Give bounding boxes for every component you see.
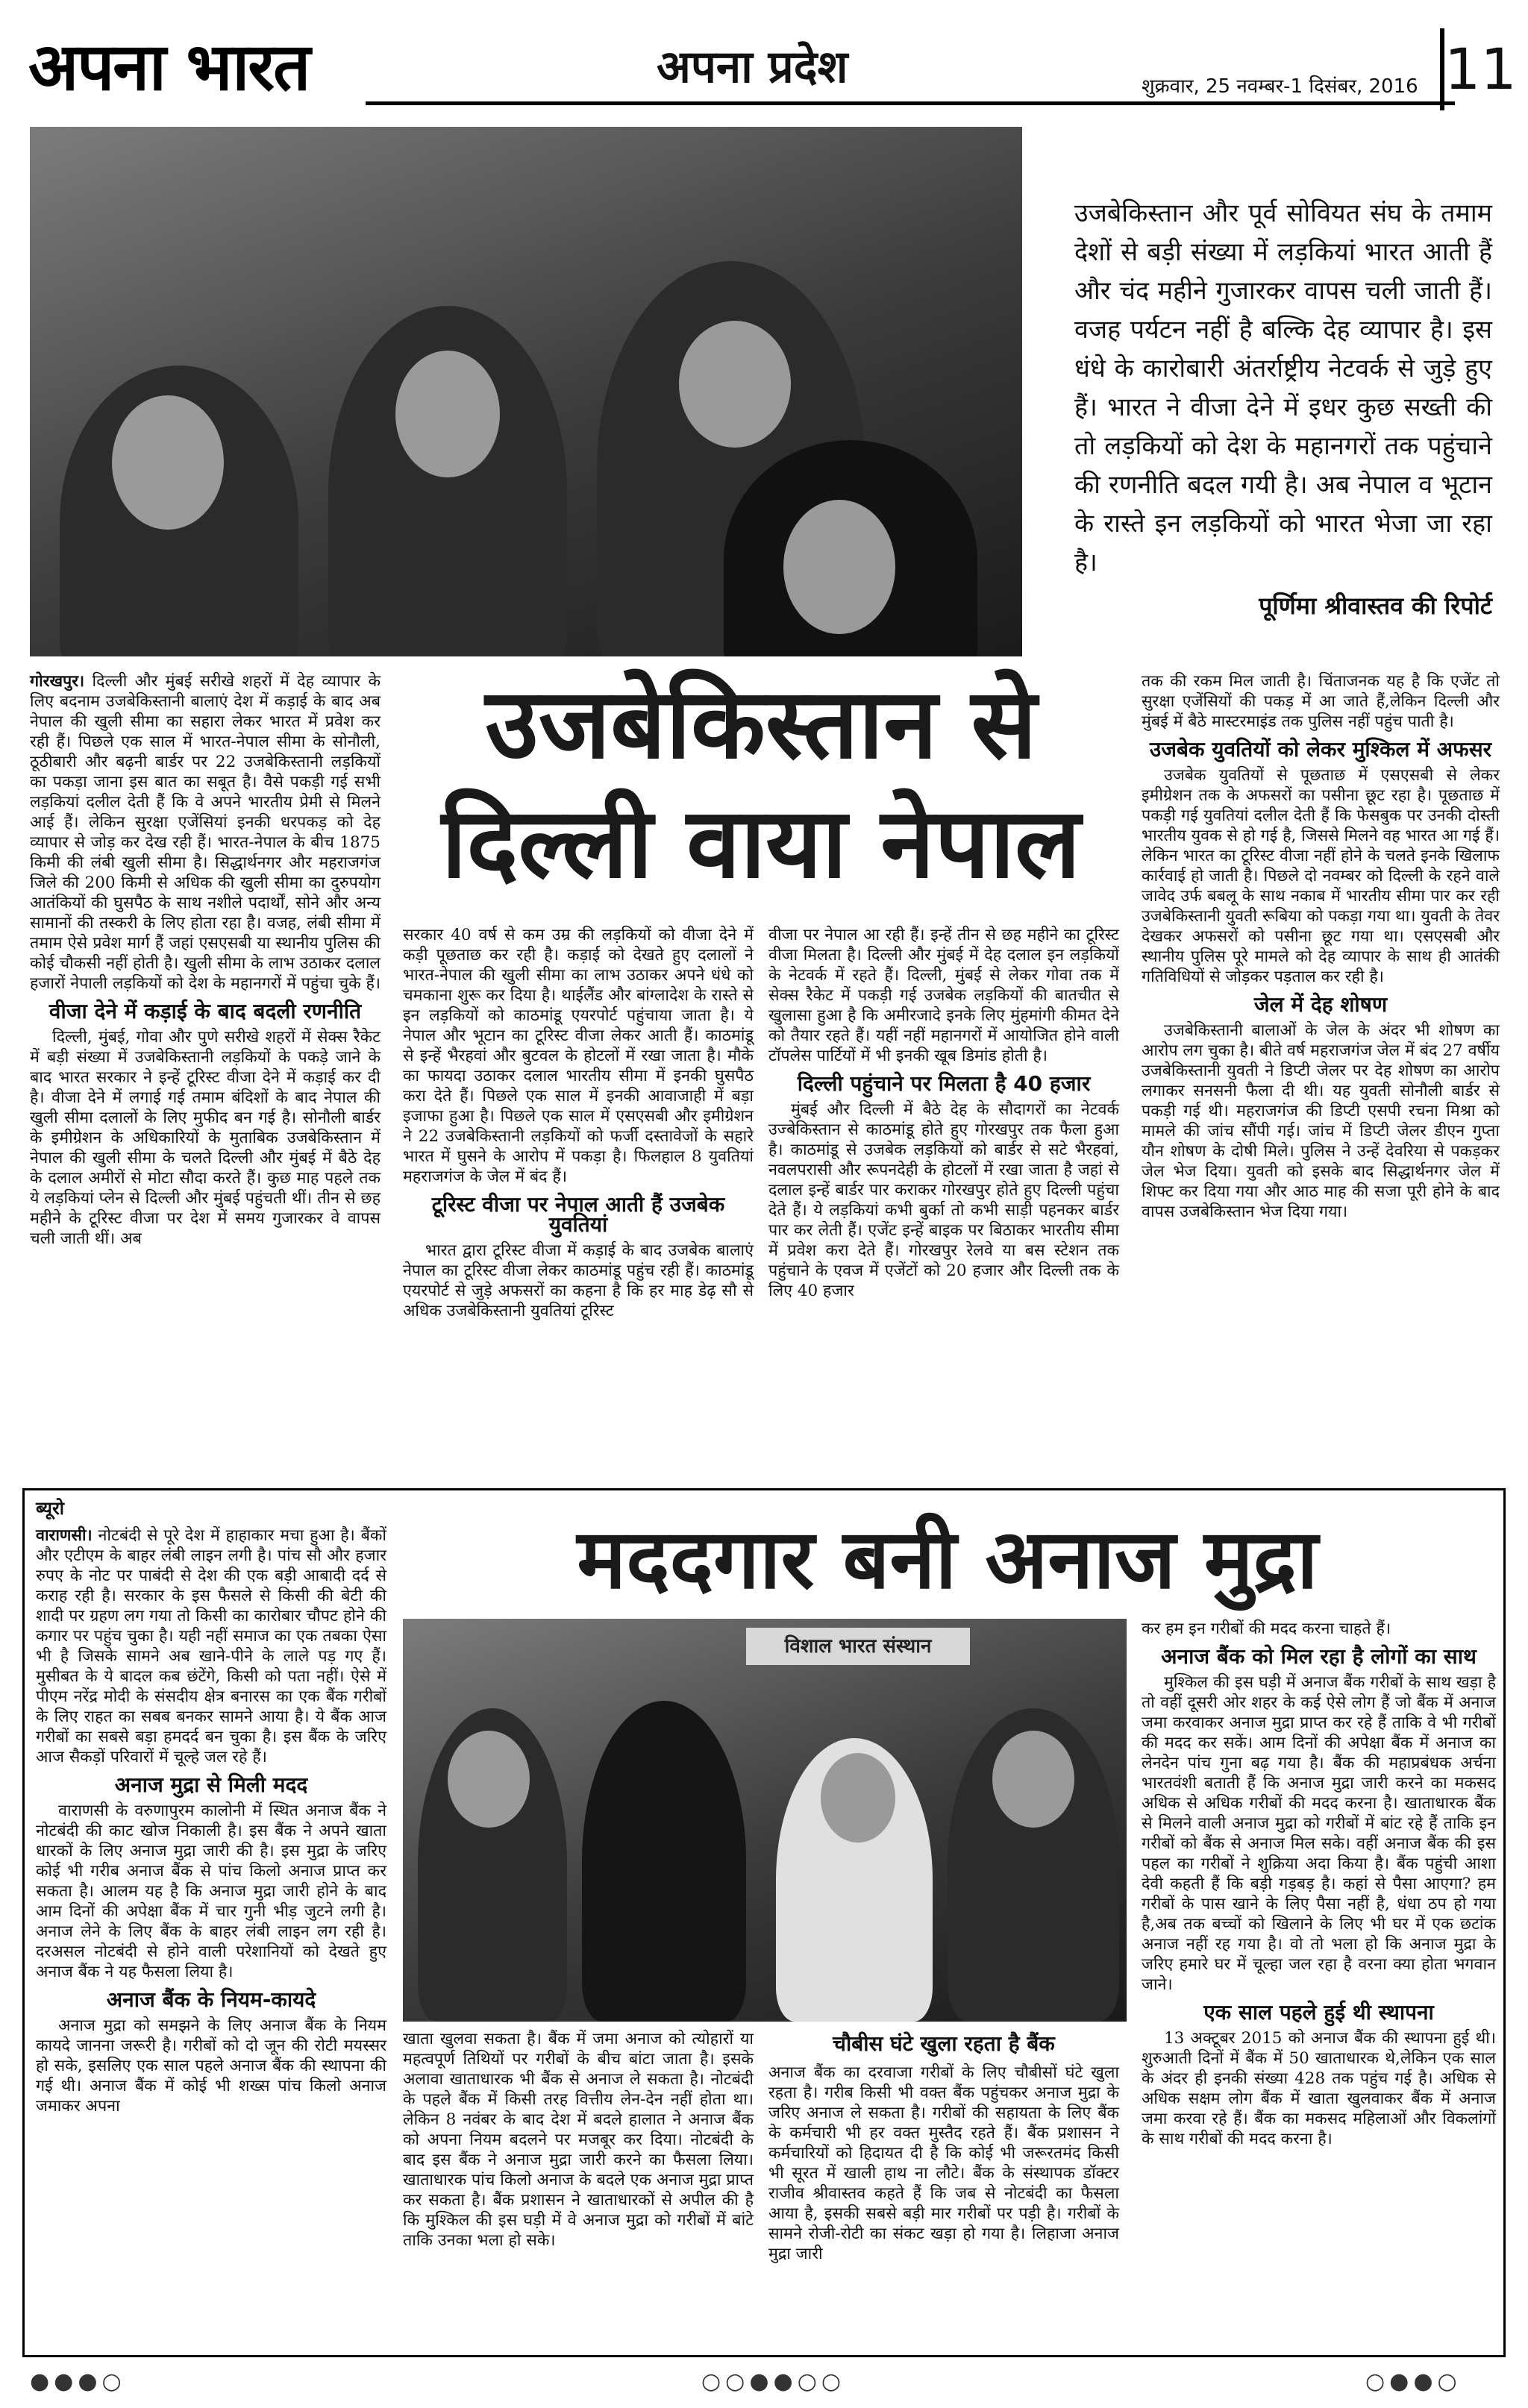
masthead-rule	[366, 101, 1455, 105]
story1-col4-para1: तक की रकम मिल जाती है। चिंताजनक यह है कि एजेंट तो सुरक्षा एजेंसियों की पकड़ में आ जाते हैं,लेकिन दिल्ली और मुंबई में बैठे मास्टरमाइंड तक पुलिस नहीं पहुंच पाती है।	[1142, 672, 1500, 731]
footer-dots-center: ○○●●○○	[701, 2368, 846, 2395]
story2-dateline: वाराणसी।	[36, 1526, 93, 1545]
story1-column-3	[768, 925, 1119, 1477]
story2-col4-para3: 13 अक्टूबर 2015 को अनाज बैंक की स्थापना हुई थी। शुरुआती दिनों में बैंक में 50 खाताधारक थे,लेकिन एक साल के अंदर ही इनकी संख्या 428 तक पहुंच गई है। अधिक से अधिक सक्षम लोग बैंक में खाता खुलवाकर बैंक में अनाज जमा करवा रहे हैं। बैंक का मकसद महिलाओं और विकलांगों के साथ गरीबों की मदद करना है।	[1142, 2029, 1496, 2148]
story2-col4-para1: कर हम इन गरीबों की मदद करना चाहते हैं।	[1142, 1620, 1391, 1638]
story2-col3-para1: अनाज बैंक का दरवाजा गरीबों के लिए चौबीसों घंटे खुला रहता है। गरीब किसी भी वक्त बैंक पहुंचकर अनाज मुद्रा के जरिए अनाज ले सकता है। गरीबों की सहायता के लिए बैंक के कर्मचारी भी हर वक्त मुस्तैद रहते हैं। बैंक प्रशासन ने कर्मचारियों को हिदायत दी है कि कोई भी जरूरतमंद किसी भी सूरत में खाली हाथ ना लौटे। बैंक के संस्थापक डॉक्टर राजीव श्रीवास्तव कहते हैं कि जब से नोटबंदी का फैसला आया है, इसकी सबसे बड़ी मार गरीबों पर पड़ी है। गरीबों के सामने रोजी-रोटी का संकट खड़ा हो गया है। लिहाजा अनाज मुद्रा जारी	[768, 2063, 1119, 2263]
story1-col1-para2: दिल्ली, मुंबई, गोवा और पुणे सरीखे शहरों में सेक्स रैकेट में बड़ी संख्या में उजबेकिस्तानी लड़कियों के पकड़े जाने के बाद भारत सरकार ने इन्हें टूरिस्ट वीजा देने में कड़ाई कर दी है। वीजा देने में लगाई गई तमाम बंदिशों के बाद नेपाल की खुली सीमा दलालों के लिए मुफीद बन गई है। सोनौली बार्डर के इमीग्रेशन के अधिकारियों के मुताबिक उजबेकिस्तान में नेपाल की खुली सीमा के चलते दिल्ली और मुंबई में बैठे देह के दलाल अमीरों से मोटा सौदा करते हैं। कुछ माह पहले तक ये लड़कियां प्लेन से दिल्ली और मुंबई पहुंचती थीं। तीन से छह महीने के टूरिस्ट वीजा पर देश में समय गुजारकर वे वापस चली जाती थीं। अब	[30, 1028, 381, 1248]
story2-column-1	[36, 1526, 386, 2346]
story2-photo-caption: चौबीस घंटे खुला रहता है बैंक	[833, 2031, 1055, 2056]
story1-byline: पूर्णिमा श्रीवास्तव की रिपोर्ट	[1259, 592, 1492, 620]
photo-sign: विशाल भारत संस्थान	[746, 1628, 970, 1665]
newspaper-logo: अपना भारत	[28, 28, 310, 105]
story1-col4-para3: उजबेकिस्तानी बालाओं के जेल के अंदर भी शोषण का आरोप लग चुका है। बीते वर्ष महराजगंज जेल में बंद 27 वर्षीय उजबेकिस्तानी युवती ने डिप्टी जेलर पर देह शोषण का आरोप लगाकर सनसनी फैला दी थी। यह युवती सोनौली बार्डर से पकड़ी गई थी। महराजगंज की डिप्टी एसपी रचना मिश्रा को मामले की जांच सौंपी गई। जांच में डिप्टी जेलर डीएन गुप्ता यौन शोषण के दोषी मिले। पुलिस ने उन्हें देवरिया से पकड़कर जेल भेज दिया। युवती को इसके बाद सिद्धार्थनगर जेल में शिफ्ट कर दिया गया और आठ माह की सजा पूरी होने के बाद वापस उजबेकिस्तान भेज दिया गया।	[1142, 1021, 1500, 1221]
story1-subheading-officers: उजबेक युवतियों को लेकर मुश्किल में अफसर	[1149, 737, 1492, 762]
section-title: अपना प्रदेश	[657, 41, 848, 93]
story2-col1-para1: नोटबंदी से पूरे देश में हाहाकार मचा हुआ है। बैंकों और एटीएम के बाहर लंबी लाइन लगी है। पांच सौ और हजार रुपए के नोट पर पाबंदी से देश की एक बड़ी आबादी दर्द से कराह रही है। सरकार के इस फैसले से किसी की बेटी की शादी पर ग्रहण लग गया तो किसी का कारोबार चौपट होने की कगार पर पहुंच चुका है। यही नहीं समाज का एक तबका ऐसा भी है जिसके सामने अब खाने-पीने के लाले पड़ गए हैं। मुसीबत के ये बादल कब छंटेंगे, किसी को पता नहीं। ऐसे में पीएम नरेंद्र मोदी के संसदीय क्षेत्र बनारस का एक बैंक गरीबों के लिए राहत का सबब बनकर सामने आया है। ये बैंक आज गरीबों का सबसे बड़ा हमदर्द बन चुका है। इस बैंक के जरिए आज सैकड़ों परिवारों में चूल्हे जल रहे हैं।	[36, 1526, 386, 1766]
story1-subheading-visa: वीजा देने में कड़ाई के बाद बदली रणनीति	[48, 999, 362, 1023]
story2-subheading-founded: एक साल पहले हुई थी स्थापना	[1203, 2000, 1434, 2025]
footer-dots-right: ○●●○	[1365, 2368, 1462, 2395]
story2-subheading-anaj-mudra: अनाज मुद्रा से मिली मदद	[114, 1772, 308, 1797]
story1-column-4	[1142, 671, 1500, 1477]
story2-col2-para1: खाता खुलवा सकता है। बैंक में जमा अनाज को त्योहारों या महत्वपूर्ण तिथियों पर गरीबों के बीच बांटा जाता है। इसके अलावा खाताधारक भी बैंक से अनाज ले सकता है। नोटबंदी के पहले बैंक में किसी तरह वित्तीय लेन-देन नहीं होता था। लेकिन 8 नवंबर के बाद देश में बदले हालात ने अनाज बैंक को अपना नियम बदलने पर मजबूर कर दिया। नोटबंदी के बाद इस बैंक ने अनाज मुद्रा जारी करने का फैसला लिया। खाताधारक पांच किलो अनाज के बदले एक अनाज मुद्रा प्राप्त कर सकता है। बैंक प्रशासन ने खाताधारकों से अपील की है कि मुश्किल की इस घड़ी में वे अनाज मुद्रा को गरीबों में बांटे ताकि उनका भला हो सके।	[403, 2030, 754, 2250]
story2-bureau: ब्यूरो	[36, 1498, 64, 1519]
story2-column-4	[1142, 1619, 1496, 2346]
story1-headline-line1: उजबेकिस्तान से	[485, 667, 1037, 780]
story1-column-1	[30, 671, 381, 1477]
story2-column-2	[403, 2029, 754, 2342]
masthead	[22, 13, 1517, 105]
story1-col3-para2: मुंबई और दिल्ली में बैठे देह के सौदागरों का नेटवर्क उज्बेकिस्तान से काठमांडू होते हुए गोरखपुर तक फैला हुआ है। काठमांडू से उजबेक लड़कियों को बार्डर से सटे भैरहवां, नवलपरासी और रूपनदेही के होटलों में रखा जाता है जहां से दलाल इन्हें बार्डर पार कराकर गोरखपुर होते हुए दिल्ली पहुंचा देते हैं। ये लड़कियां कभी बुर्का तो कभी साड़ी पहनकर बार्डर पार कर लेती हैं। एजेंट इन्हें बाइक पर बिठाकर भारतीय सीमा में प्रवेश करा देते हैं। गोरखपुर रेलवे या बस स्टेशन तक पहुंचाने के एवज में एजेंटों को 20 हजार और दिल्ली तक के लिए 40 हजार	[768, 1100, 1119, 1300]
story1-col4-para2: उजबेक युवतियों से पूछताछ में एसएसबी से लेकर इमीग्रेशन तक के अफसरों का पसीना छूट रहा है। पूछताछ में पकड़ी गई युवतियां दलील देती हैं कि फेसबुक पर उनकी दोस्ती भारतीय युवक से हो गई है, जिससे मिलने वह भारत आ गई हैं। लेकिन भारत का टूरिस्ट वीजा नहीं होने के चलते इनके खिलाफ कार्रवाई हो जाती है। पिछले दो नवम्बर को दिल्ली के रहने वाले जावेद उर्फ बबलू के साथ नकाब में भारतीय सीमा पार कर रही उजबेकिस्तानी युवती रूबिया को पकड़ा गया था। युवती के तेवर देखकर अफसरों को पसीना छूट गया था। एसएसबी और स्थानीय पुलिस पूरे मामले को देह व्यापार के साथ ही आतंकी गतिविधियों से जोड़कर पड़ताल कर रही है।	[1142, 766, 1500, 986]
story1-subheading-tourist-visa: टूरिस्ट वीजा पर नेपाल आती हैं उजबेक युवतियां	[431, 1192, 725, 1237]
story2-subheading-rules: अनाज बैंक के नियम-कायदे	[106, 1987, 316, 2012]
story1-photo	[30, 127, 1022, 656]
story2-col4-para2: मुश्किल की इस घड़ी में अनाज बैंक गरीबों के साथ खड़ा है तो वहीं दूसरी ओर शहर के कई ऐसे लोग हैं जो बैंक में अनाज जमा करवाकर अनाज मुद्रा प्राप्त कर रहे हैं ताकि वे भी गरीबों की मदद कर सकें। आम दिनों की अपेक्षा बैंक में अनाज का लेनदेन पांच गुना बढ़ गया है। बैंक की महाप्रबंधक अर्चना भारतवंशी बताती हैं कि अनाज मुद्रा जारी करने का मकसद अधिक से अधिक गरीबों की मदद करना है। खाताधारक बैंक से मिलने वाली अनाज मुद्रा को गरीबों में बांट रहे हैं ताकि इन गरीबों को बैंक से अनाज मिल सके। वहीं अनाज बैंक की इस पहल का गरीबों ने शुक्रिया अदा किया है। बैंक पहुंची आशा देवी कहती हैं कि बड़ी गड़बड़ है। कहां से पैसा आएगा? हम गरीबों के पास खाने के लिए पैसा नहीं है, धंधा ठप हो गया है,अब तक बच्चों को खिलाने के लिए भी घर में एक छटांक अनाज नहीं रह गया है। वो तो भला हो कि अनाज मुद्रा के जरिए हमारे घर में चूल्हा जल रहा है वरना क्या होता भगवान जाने।	[1142, 1673, 1496, 1994]
story2-column-3	[768, 2063, 1119, 2346]
story1-subheading-jail: जेल में देह शोषण	[1253, 992, 1388, 1017]
story1-intro: उजबेकिस्तान और पूर्व सोवियत संघ के तमाम देशों से बड़ी संख्या में लड़कियां भारत आती हैं और चंद महीने गुजारकर वापस चली जाती हैं। वजह पर्यटन नहीं है बल्कि देह व्यापार है। इस धंधे के कारोबारी अंतर्राष्ट्रीय नेटवर्क से जुड़े हुए हैं। भारत ने वीजा देने में इधर कुछ सख्ती की तो लड़कियों को देश के महानगरों तक पहुंचाने की रणनीति बदल गयी है। अब नेपाल व भूटान के रास्ते इन लड़कियों को भारत भेजा जा रहा है।	[1074, 198, 1492, 577]
story2-photo	[403, 1619, 1127, 2022]
story1-column-2	[403, 925, 754, 1477]
story2-subheading-support: अनाज बैंक को मिल रहा है लोगों का साथ	[1161, 1644, 1477, 1669]
story1-headline-line2: दिल्ली वाया नेपाल	[441, 786, 1081, 900]
footer-dots-left: ●●●○	[30, 2368, 126, 2395]
story1-subheading-40k: दिल्ली पहुंचाने पर मिलता है 40 हजार	[797, 1071, 1091, 1096]
story2-col1-para3: अनाज मुद्रा को समझने के लिए अनाज बैंक के नियम कायदे जानना जरूरी है। गरीबों को दो जून की रोटी मयस्सर हो सके, इसलिए एक साल पहले अनाज बैंक की स्थापना की गई थी। अनाज बैंक में कोई भी शख्स पांच किलो अनाज जमाकर अपना	[36, 2016, 386, 2116]
story1-col3-para1: वीजा पर नेपाल आ रही हैं। इन्हें तीन से छह महीने का टूरिस्ट वीजा मिलता है। दिल्ली और मुंबई में देह दलाल इन लड़कियों के नेटवर्क में रहते हैं। दिल्ली, मुंबई से लेकर गोवा तक में सेक्स रैकेट में पकड़ी गई उजबेक लड़कियों की बातचीत से खुलासा हुआ है कि अमीरजादे इनके लिए मुंहमांगी कीमत देने को तैयार रहते हैं। यहीं नहीं महानगरों में आयोजित होने वाली टॉपलेस पार्टियों में भी इनकी खूब डिमांड होती है।	[768, 926, 1119, 1065]
page-number: 11	[1440, 28, 1510, 110]
issue-date: शुक्रवार, 25 नवम्बर-1 दिसंबर, 2016	[1142, 75, 1418, 98]
story1-dateline: गोरखपुर।	[30, 672, 85, 691]
story1-col2-para2: भारत द्वारा टूरिस्ट वीजा में कड़ाई के बाद उजबेक बालाएं नेपाल का टूरिस्ट वीजा लेकर काठमांडू पहुंच रही हैं। काठमांडू एयरपोर्ट से जुड़े अफसरों का कहना है कि हर माह डेढ़ सौ से अधिक उजबेकिस्तानी युवतियां टूरिस्ट	[403, 1241, 754, 1320]
story1-col1-para1: दिल्ली और मुंबई सरीखे शहरों में देह व्यापार के लिए बदनाम उजबेकिस्तानी बालाएं देश में कड़ाई के बाद अब नेपाल की खुली सीमा का सहारा लेकर भारत में प्रवेश कर रही हैं। पिछले एक साल में भारत-नेपाल सीमा के सोनौली, ठूठीबारी और बढ़नी बार्डर पर 22 उजबेकिस्तानी लड़कियों का पकड़ा जाना इस बात का सबूत है। वैसे पकड़ी गई सभी लड़कियां दलील देती हैं कि वे अपने भारतीय प्रेमी से मिलने आई हैं। लेकिन सुरक्षा एजेंसियां इनकी धरपकड़ को देह व्यापार से जोड़ कर देख रही हैं। भारत-नेपाल के बीच 1875 किमी की लंबी खुली सीमा है। सिद्धार्थनगर और महराजगंज जिले की 200 किमी से अधिक की खुली सीमा का दुरुपयोग आतंकियों की घुसपैठ के साथ नशीले पदार्थों, सोने और अन्य सामानों की तस्करी के लिए होता रहा है। वजह, लंबी सीमा में तमाम ऐसे प्रवेश मार्ग हैं जहां एसएसबी या स्थानीय पुलिस की कोई चौकसी नहीं होती है। खुली सीमा के लाभ उठाकर दलाल हजारों नेपाली लड़कियों को देश के महानगरों में पहुंचा चुके हैं।	[30, 672, 381, 993]
story2-headline: मददगार बनी अनाज मुद्रा	[577, 1511, 1318, 1607]
story1-col2-para1: सरकार 40 वर्ष से कम उम्र की लड़कियों को वीजा देने में कड़ी पूछताछ कर रही है। कड़ाई को देखते हुए दलालों ने भारत-नेपाल की खुली सीमा का लाभ उठाकर अपने धंधे को चमकाना शुरू कर दिया है। थाईलैंड और बांग्लादेश के रास्ते से इन लड़कियों को काठमांडू एयरपोर्ट पहुंचाया जाता है। ये नेपाल और भूटान का टूरिस्ट वीजा लेकर आती हैं। काठमांडू से इन्हें भैरहवां और बुटवल के होटलों में रखा जाता है। मौके का फायदा उठाकर दलाल भारतीय सीमा में इनकी घुसपैठ करा देते हैं। पिछले एक साल में इनकी आवाजाही में बड़ा इजाफा हुआ है। पिछले एक साल में एसएसबी और इमीग्रेशन ने 22 उजबेकिस्तानी लड़कियों को फर्जी दस्तावेजों के सहारे भारत में घुसने के आरोप में पकड़ा है। फिलहाल 8 युवतियां महराजगंज के जेल में बंद हैं।	[403, 926, 754, 1186]
story2-col1-para2: वाराणसी के वरुणापुरम कालोनी में स्थित अनाज बैंक ने नोटबंदी की काट खोज निकाली है। इस बैंक ने अपने खाता धारकों के लिए अनाज मुद्रा जारी की है। इस मुद्रा के जरिए कोई भी गरीब अनाज बैंक से पांच किलो अनाज प्राप्त कर सकता है। आलम यह है कि अनाज मुद्रा जारी होने के बाद आम दिनों की अपेक्षा बैंक में चार गुनी भीड़ जुटने लगी है। अनाज लेने के लिए बैंक के बाहर लंबी लाइन लग रही है। दरअसल नोटबंदी से होने वाली परेशानियों को देखते हुए अनाज बैंक ने यह फैसला लिया है।	[36, 1802, 386, 1981]
